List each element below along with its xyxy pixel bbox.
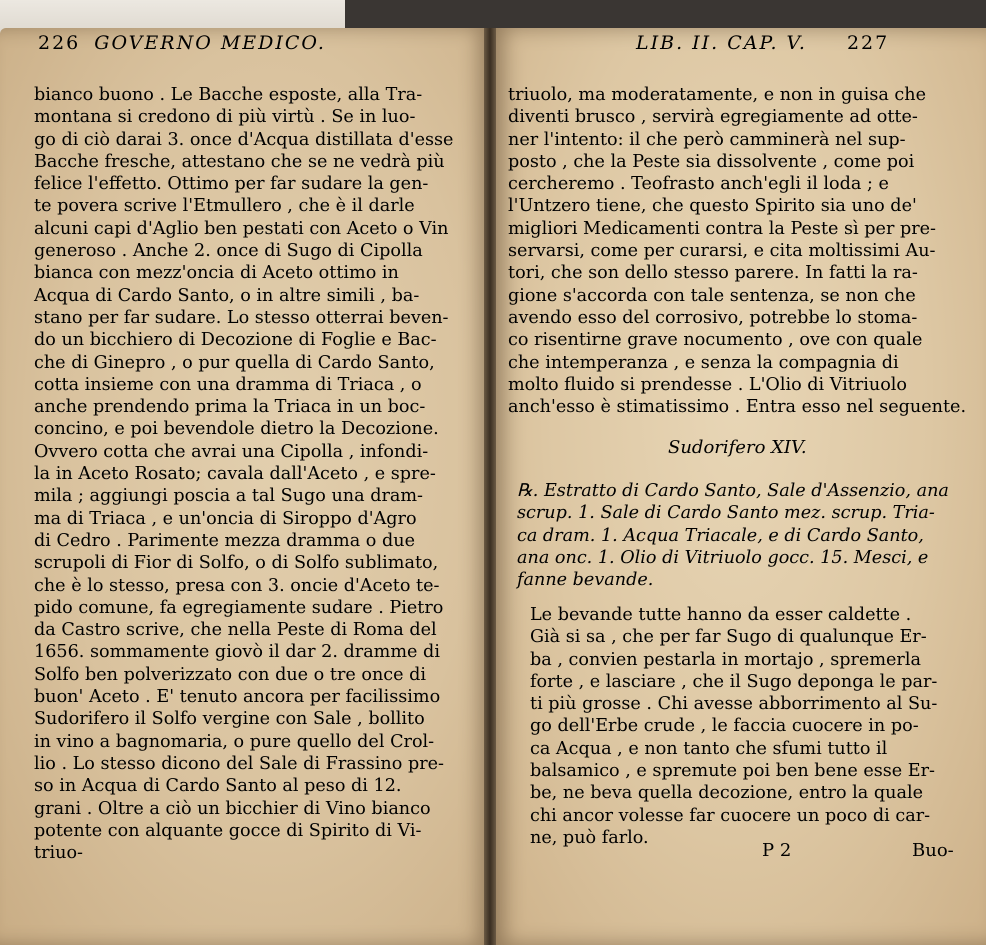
text-line: l'Untzero tiene, che questo Spirito sia uno de' bbox=[508, 196, 917, 217]
catchword: Buo- bbox=[912, 840, 954, 861]
text-line: migliori Medicamenti contra la Peste sì per pre- bbox=[508, 218, 936, 239]
text-line: che è lo stesso, presa con 3. oncie d'Aceto te- bbox=[34, 575, 440, 596]
recipe-line: scrup. 1. Sale di Cardo Santo mez. scrup. Tria- bbox=[517, 503, 935, 524]
text-line: ba , convien pestarla in mortajo , spremerla bbox=[530, 649, 921, 670]
text-line: che intemperanza , e senza la compagnia di bbox=[508, 352, 899, 373]
text-line: diventi brusco , servirà egregiamente ad otte- bbox=[508, 107, 918, 128]
text-line: Ovvero cotta che avrai una Cipolla , infondi- bbox=[34, 441, 429, 462]
text-line: go di ciò darai 3. once d'Acqua distillata d'esse bbox=[34, 129, 454, 150]
text-line: cercheremo . Teofrasto anch'egli il loda ; e bbox=[508, 174, 889, 195]
text-line: posto , che la Peste sia dissolvente , come poi bbox=[508, 151, 915, 172]
text-line: chi ancor volesse far cuocere un poco di car- bbox=[530, 805, 931, 826]
text-line: la in Aceto Rosato; cavala dall'Aceto , e spre- bbox=[34, 464, 436, 485]
left-running-head bbox=[38, 32, 326, 54]
text-line: molto fluido si prendesse . L'Olio di Vitriuolo bbox=[508, 374, 908, 395]
recipe-line: ℞. Estratto di Cardo Santo, Sale d'Assenzio, ana bbox=[517, 481, 949, 501]
text-line: mila ; aggiungi poscia a tal Sugo una dram- bbox=[34, 486, 423, 507]
left-running-title: GOVERNO MEDICO. bbox=[94, 32, 326, 54]
text-line: cotta insieme con una dramma di Triaca , o bbox=[34, 374, 422, 395]
signature-mark: P 2 bbox=[762, 840, 792, 861]
text-line: ne, può farlo. bbox=[530, 827, 649, 848]
text-line: in vino a bagnomaria, o pure quello del Crol- bbox=[34, 731, 435, 752]
text-line: buon' Aceto . E' tenuto ancora per facilissimo bbox=[34, 687, 441, 708]
text-line: scrupoli di Fior di Solfo, o di Solfo sublimato, bbox=[34, 553, 439, 574]
text-line: ner l'intento: il che però camminerà nel sup- bbox=[508, 129, 906, 150]
right-running-title: LIB. II. CAP. V. bbox=[636, 32, 807, 54]
text-line: da Castro scrive, che nella Peste di Roma del bbox=[34, 620, 437, 641]
text-line: be, ne beva quella decozione, entro la quale bbox=[530, 783, 924, 804]
recipe-line: ca dram. 1. Acqua Triacale, e di Cardo Santo, bbox=[517, 525, 924, 546]
text-line: generoso . Anche 2. once di Sugo di Cipolla bbox=[34, 241, 423, 262]
text-line: anche prendendo prima la Triaca in un boc- bbox=[34, 397, 426, 418]
text-line: montana si credono di più virtù . Se in luo- bbox=[34, 107, 416, 128]
text-line: grani . Oltre a ciò un bicchier di Vino bianco bbox=[34, 798, 431, 819]
text-line: Solfo ben polverizzato con due o tre once di bbox=[34, 664, 427, 685]
text-line: triuolo, ma moderatamente, e non in guisa che bbox=[508, 85, 927, 105]
text-line: ma di Triaca , e un'oncia di Siroppo d'Agro bbox=[34, 508, 417, 529]
text-line: bianca con mezz'oncia di Aceto ottimo in bbox=[34, 263, 399, 284]
left-page-number: 226 bbox=[38, 32, 81, 54]
recipe-line: fanne bevande. bbox=[517, 570, 654, 591]
right-text-block bbox=[508, 84, 966, 418]
text-line: so in Acqua di Cardo Santo al peso di 12. bbox=[34, 776, 402, 797]
text-line: 1656. sommamente giovò il dar 2. dramme di bbox=[34, 642, 440, 663]
text-line: do un bicchiero di Decozione di Foglie e Bac- bbox=[34, 330, 437, 351]
recipe-line: ana onc. 1. Olio di Vitriuolo gocc. 15. Mesci, e bbox=[517, 547, 929, 568]
text-line: lio . Lo stesso dicono del Sale di Frassino pre- bbox=[34, 753, 444, 774]
text-line: gione s'accorda con tale sentenza, se non che bbox=[508, 285, 916, 306]
right-page-number: 227 bbox=[846, 32, 890, 54]
text-line: bianco buono . Le Bacche esposte, alla Tra- bbox=[34, 85, 423, 105]
recipe-block bbox=[517, 480, 949, 591]
right-body-block bbox=[530, 604, 937, 849]
text-line: di Cedro . Parimente mezza dramma o due bbox=[34, 530, 415, 551]
text-line: potente con alquante gocce di Spirito di Vi- bbox=[34, 820, 422, 841]
text-line: Sudorifero il Solfo vergine con Sale , bollito bbox=[34, 709, 425, 730]
text-line: ca Acqua , e non tanto che sfumi tutto il bbox=[530, 738, 888, 759]
text-line: che di Ginepro , o pur quella di Cardo Santo, bbox=[34, 352, 435, 373]
text-line: alcuni capi d'Aglio ben pestati con Aceto o Vin bbox=[34, 218, 449, 239]
left-text-block bbox=[34, 84, 453, 864]
text-line: co risentirne grave nocumento , ove con quale bbox=[508, 330, 923, 351]
text-line: felice l'effetto. Ottimo per far sudare la gen- bbox=[34, 174, 429, 195]
text-line: servarsi, come per curarsi, e cita moltissimi Au- bbox=[508, 241, 936, 262]
text-line: anch'esso è stimatissimo . Entra esso nel seguente. bbox=[508, 397, 967, 418]
text-line: go dell'Erbe crude , le faccia cuocere in po- bbox=[530, 716, 919, 737]
text-line: balsamico , e spremute poi ben bene esse Er- bbox=[530, 761, 935, 782]
book-gutter bbox=[484, 28, 496, 945]
text-line: pido comune, fa egregiamente sudare . Pietro bbox=[34, 597, 444, 618]
text-line: Già si sa , che per far Sugo di qualunque Er- bbox=[530, 627, 927, 648]
section-heading: Sudorifero XIV. bbox=[668, 437, 807, 458]
text-line: avendo esso del corrosivo, potrebbe lo stoma- bbox=[508, 307, 918, 328]
text-line: Acqua di Cardo Santo, o in altre simili , ba- bbox=[34, 285, 420, 306]
right-running-head bbox=[636, 32, 889, 54]
text-line: tori, che son dello stesso parere. In fatti la ra- bbox=[508, 263, 918, 284]
text-line: triuo- bbox=[34, 843, 83, 864]
text-line: Bacche fresche, attestano che se ne vedrà più bbox=[34, 151, 445, 172]
text-line: te povera scrive l'Etmullero , che è il darle bbox=[34, 196, 415, 217]
text-line: forte , e lasciare , che il Sugo deponga le par- bbox=[530, 671, 938, 692]
text-line: ti più grosse . Chi avesse abborrimento al Su- bbox=[530, 694, 938, 715]
text-line: concino, e poi bevendole dietro la Decozione. bbox=[34, 419, 439, 440]
text-line: Le bevande tutte hanno da esser caldette . bbox=[530, 605, 912, 625]
text-line: stano per far sudare. Lo stesso otterrai beven- bbox=[34, 307, 449, 328]
